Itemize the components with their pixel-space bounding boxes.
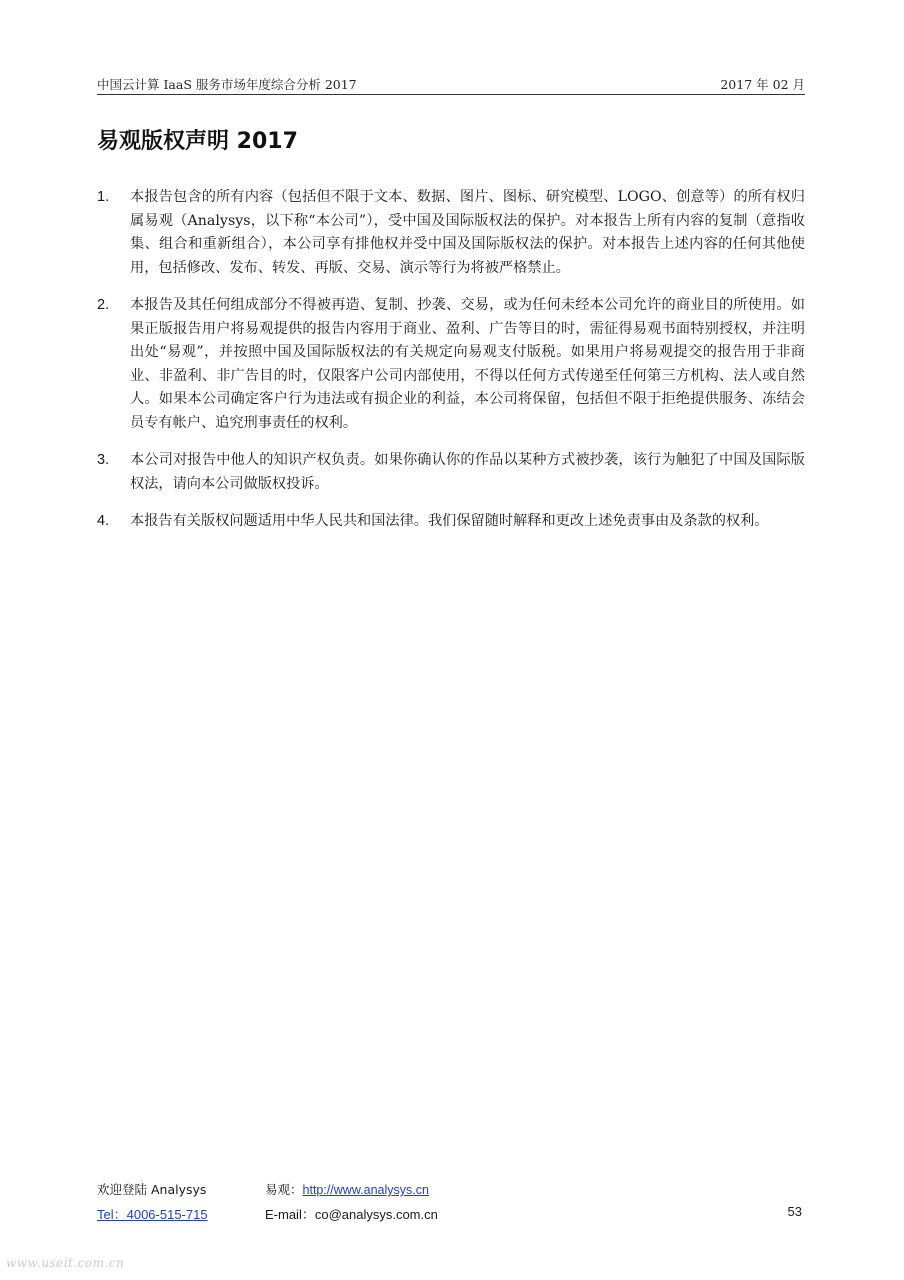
clause-text: 本报告及其任何组成部分不得被再造、复制、抄袭、交易，或为任何未经本公司允许的商业目的所使用。如果正版报告用户将易观提供的报告内容用于商业、盈利、广告等目的时，需征得易观书面特别授权，并注明出处“易观”，并按照中国及国际版权法的有关规定向易观支付版税。如果用户将易观提交的报告用于非商业、非盈利、非广告目的时，仅限客户公司内部使用，不得以任何方式传递至任何第三方机构、法人或自然人。如果本公司确定客户行为违法或有损企业的利益，本公司将保留，包括但不限于拒绝提供服务、冻结会员专有帐户、追究刑事责任的权利。 [130,297,805,431]
clause-number: 1. [97,189,110,205]
footer-site-label: 易观： [265,1182,303,1197]
header-report-title: 中国云计算 IaaS 服务市场年度综合分析 2017 [97,77,357,92]
header-date: 2017 年 02 月 [720,77,805,92]
clause-number: 4. [97,513,110,529]
page-footer [97,1176,805,1226]
footer-site [265,1180,429,1198]
footer-welcome: 欢迎登陆 Analysys [97,1182,207,1197]
clause-3 [97,449,805,496]
phone-link[interactable]: Tel：4006-515-715 [97,1207,208,1222]
watermark: www.useit.com.cn [6,1256,125,1270]
clause-number: 2. [97,297,110,313]
page-number: 53 [787,1204,802,1219]
clause-number: 3. [97,452,110,468]
clause-text: 本报告包含的所有内容（包括但不限于文本、数据、图片、图标、研究模型、LOGO、创意等）的所有权归属易观（Analysys，以下称“本公司”），受中国及国际版权法的保护。对本报告上所有内容的复制（意指收集、组合和重新组合），本公司享有排他权并受中国及国际版权法的保护。对本报告上述内容的任何其他使用，包括修改、发布、转发、再版、交易、演示等行为将被严格禁止。 [130,189,805,276]
copyright-clauses [97,186,805,548]
clause-text: 本报告有关版权问题适用中华人民共和国法律。我们保留随时解释和更改上述免责事由及条款的权利。 [130,513,769,529]
clause-4 [97,510,805,534]
website-link[interactable]: http://www.analysys.cn [302,1183,429,1197]
clause-text: 本公司对报告中他人的知识产权负责。如果你确认你的作品以某种方式被抄袭，该行为触犯了中国及国际版权法，请向本公司做版权投诉。 [130,452,805,492]
page-title: 易观版权声明 2017 [97,129,298,154]
running-header [97,72,805,95]
clause-2 [97,294,805,435]
footer-email: E-mail：co@analysys.com.cn [265,1207,438,1222]
clause-1 [97,186,805,280]
